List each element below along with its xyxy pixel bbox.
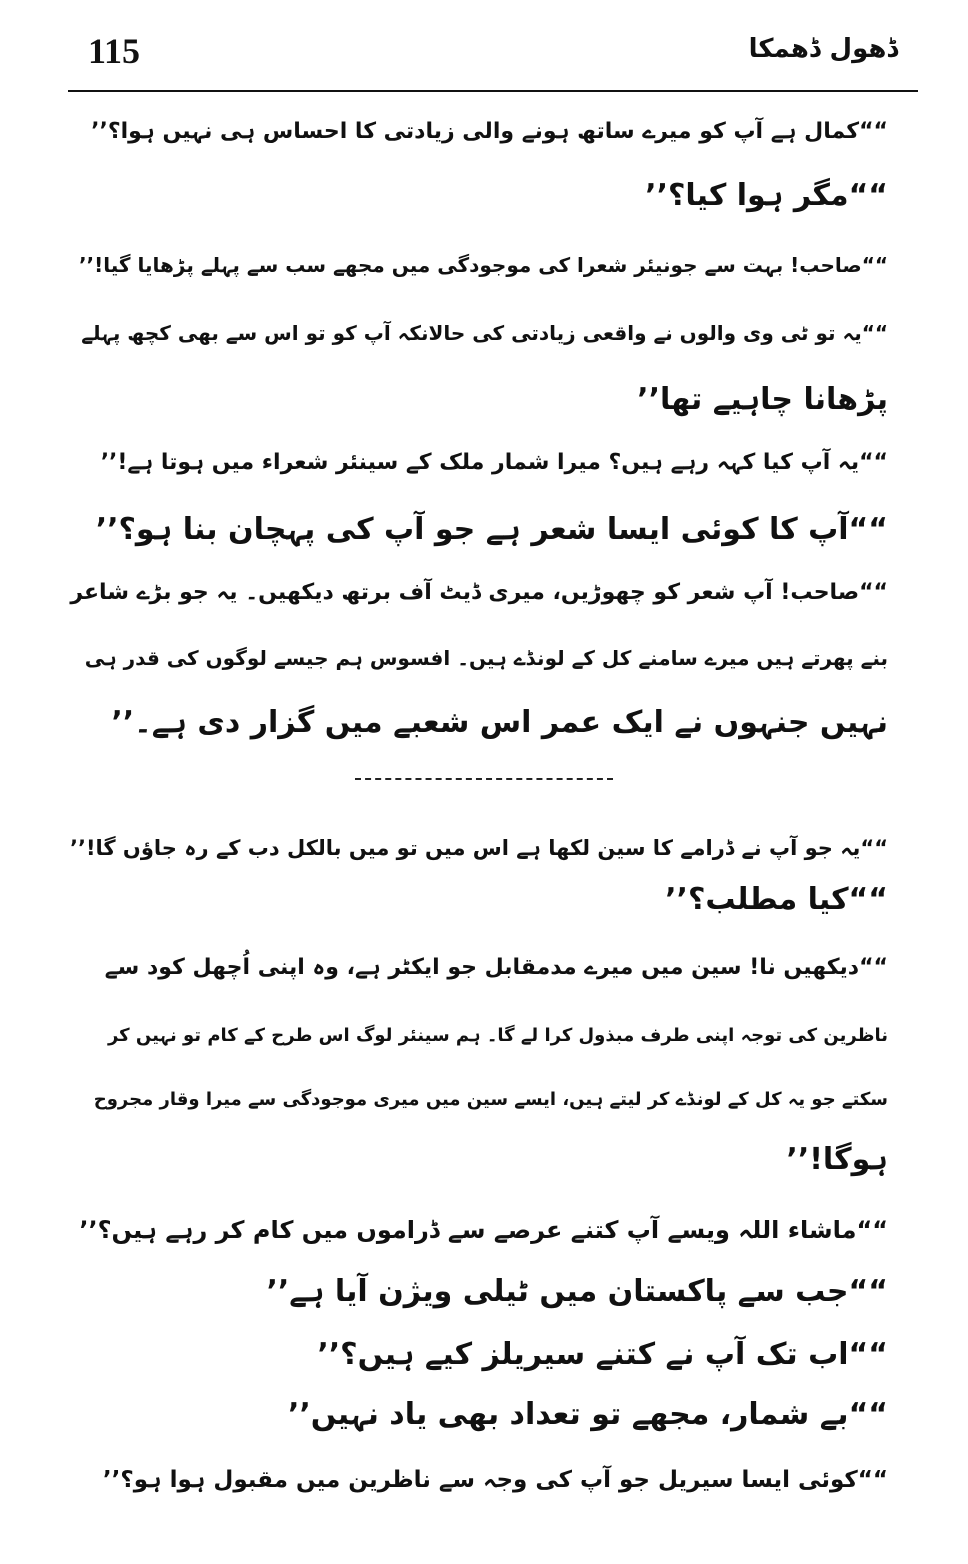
text-line: ““یہ آپ کیا کہہ رہے ہیں؟ میرا شمار ملک کے سینئر شعراء میں ہوتا ہے!’’: [100, 450, 888, 475]
text-line: ““یہ جو آپ نے ڈرامے کا سین لکھا ہے اس میں تو میں بالکل دب کے رہ جاؤں گا!’’: [69, 836, 888, 860]
text-line: ““صاحب! بہت سے جونیئر شعرا کی موجودگی میں مجھے سب سے پہلے پڑھایا گیا!’’: [78, 253, 888, 277]
text-line: نہیں جنہوں نے ایک عمر اس شعبے میں گزار دی ہے۔’’: [111, 705, 888, 740]
text-line: ہوگا!’’: [786, 1142, 888, 1177]
page-number: 115: [88, 31, 141, 71]
text-line: ““جب سے پاکستان میں ٹیلی ویژن آیا ہے’’: [266, 1274, 888, 1309]
section-divider: [355, 778, 613, 780]
text-line: ناظرین کی توجہ اپنی طرف مبذول کرا لے گا۔ ہم سینئر لوگ اس طرح کے کام تو نہیں کر: [107, 1025, 888, 1046]
text-line: ““یہ تو ٹی وی والوں نے واقعی زیادتی کی حالانکہ آپ کو تو اس سے بھی کچھ پہلے: [81, 321, 888, 345]
text-line: ““کوئی ایسا سیریل جو آپ کی وجہ سے ناظرین میں مقبول ہوا ہو؟’’: [102, 1467, 888, 1493]
text-line: ““ماشاء اللہ ویسے آپ کتنے عرصے سے ڈراموں میں کام کر رہے ہیں؟’’: [79, 1216, 888, 1244]
text-line: ““کیا مطلب؟’’: [665, 882, 888, 917]
text-line: ““آپ کا کوئی ایسا شعر ہے جو آپ کی پہچان بنا ہو؟’’: [95, 512, 888, 547]
text-line: ““کمال ہے آپ کو میرے ساتھ ہونے والی زیادتی کا احساس ہی نہیں ہوا؟’’: [91, 119, 888, 144]
text-line: ““اب تک آپ نے کتنے سیریلز کیے ہیں؟’’: [317, 1337, 888, 1372]
header-rule: [68, 90, 918, 92]
text-line: پڑھانا چاہیے تھا’’: [637, 382, 888, 417]
text-line: بنے پھرتے ہیں میرے سامنے کل کے لونڈے ہیں۔ افسوس ہم جیسے لوگوں کی قدر ہی: [84, 646, 888, 670]
text-line: ““بے شمار، مجھے تو تعداد بھی یاد نہیں’’: [287, 1397, 888, 1432]
text-line: ““دیکھیں نا! سین میں میرے مدمقابل جو ایکٹر ہے، وہ اپنی اُچھل کود سے: [104, 955, 888, 980]
text-line: ““صاحب! آپ شعر کو چھوڑیں، میری ڈیٹ آف برتھ دیکھیں۔ یہ جو بڑے شاعر: [70, 580, 888, 605]
text-line: سکتے جو یہ کل کے لونڈے کر لیتے ہیں، ایسے سین میں میری موجودگی سے میرا وقار مجروح: [93, 1089, 888, 1110]
book-title: ڈھول ڈھمکا: [748, 34, 898, 64]
text-line: ““مگر ہوا کیا؟’’: [645, 178, 888, 213]
